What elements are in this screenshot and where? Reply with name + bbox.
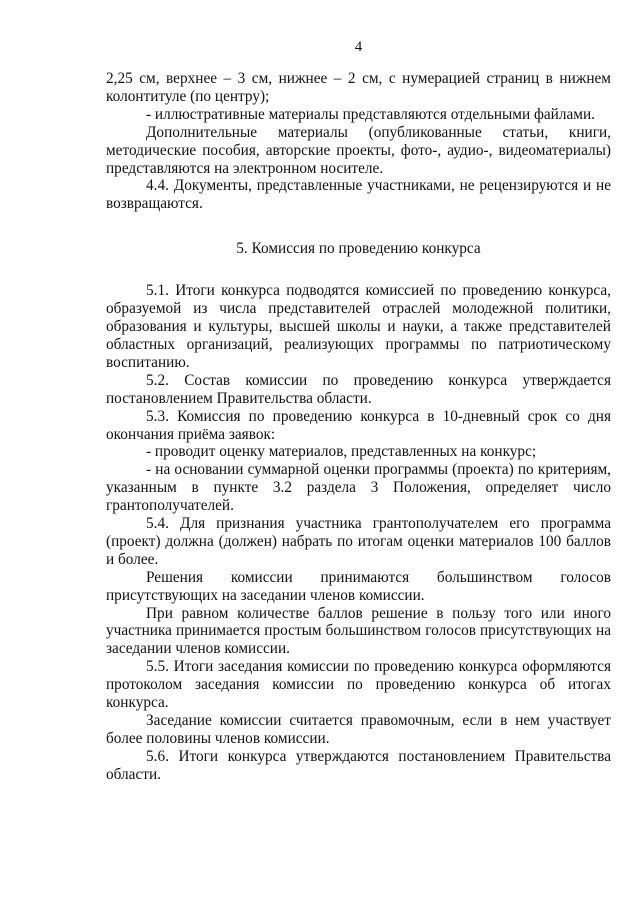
paragraph: - проводит оценку материалов, представленных на конкурс;	[146, 443, 537, 461]
text-block-before	[106, 70, 611, 213]
paragraph: Решения комиссии принимаются большинством голосов присутствующих на заседании членов комиссии.	[106, 568, 611, 604]
paragraph: 5.6. Итоги конкурса утверждаются постановлением Правительства области.	[106, 747, 611, 783]
page-number: 4	[354, 39, 363, 55]
document-page	[106, 38, 611, 784]
paragraph: - иллюстративные материалы представляются отдельными файлами.	[146, 105, 595, 123]
paragraph: 4.4. Документы, представленные участниками, не рецензируются и не возвращаются.	[106, 177, 611, 213]
section-heading: 5. Комиссия по проведению конкурса	[236, 240, 481, 258]
paragraph: Дополнительные материалы (опубликованные статьи, книги, методические пособия, авторские проекты, фото-, аудио-, видеоматериалы) представляются на электронном носителе.	[106, 123, 611, 177]
paragraph: - на основании суммарной оценки программы (проекта) по критериям, указанным в пункте 3.2 раздела 3 Положения, определяет число грантополучателей.	[106, 461, 611, 515]
paragraph: Заседание комиссии считается правомочным, если в нем участвует более половины членов комиссии.	[106, 712, 611, 747]
paragraph: При равном количестве баллов решение в пользу того или иного участника принимается простым большинством голосов присутствующих на заседании членов комиссии.	[106, 604, 611, 658]
paragraph: 5.3. Комиссия по проведению конкурса в 10-дневный срок со дня окончания приёма заявок:	[106, 407, 611, 443]
paragraph: 5.2. Состав комиссии по проведению конкурса утверждается постановлением Правительства области.	[106, 371, 611, 407]
paragraph: 2,25 см, верхнее – 3 см, нижнее – 2 см, с нумерацией страниц в нижнем колонтитуле (по центру);	[106, 70, 611, 105]
paragraph: 5.5. Итоги заседания комиссии по проведению конкурса оформляются протоколом заседания комиссии по проведению конкурса об итогах конкурса.	[106, 658, 611, 712]
paragraph: 5.1. Итоги конкурса подводятся комиссией по проведению конкурса, образуемой из числа представителей отраслей молодежной политики, образования и культуры, высшей школы и науки, а также представителей областных организаций, реализующих программы по патриотическому воспитанию.	[106, 282, 611, 371]
text-block-after	[106, 282, 611, 783]
paragraph: 5.4. Для признания участника грантополучателем его программа (проект) должна (должен) набрать по итогам оценки материалов 100 баллов и более.	[106, 515, 611, 568]
